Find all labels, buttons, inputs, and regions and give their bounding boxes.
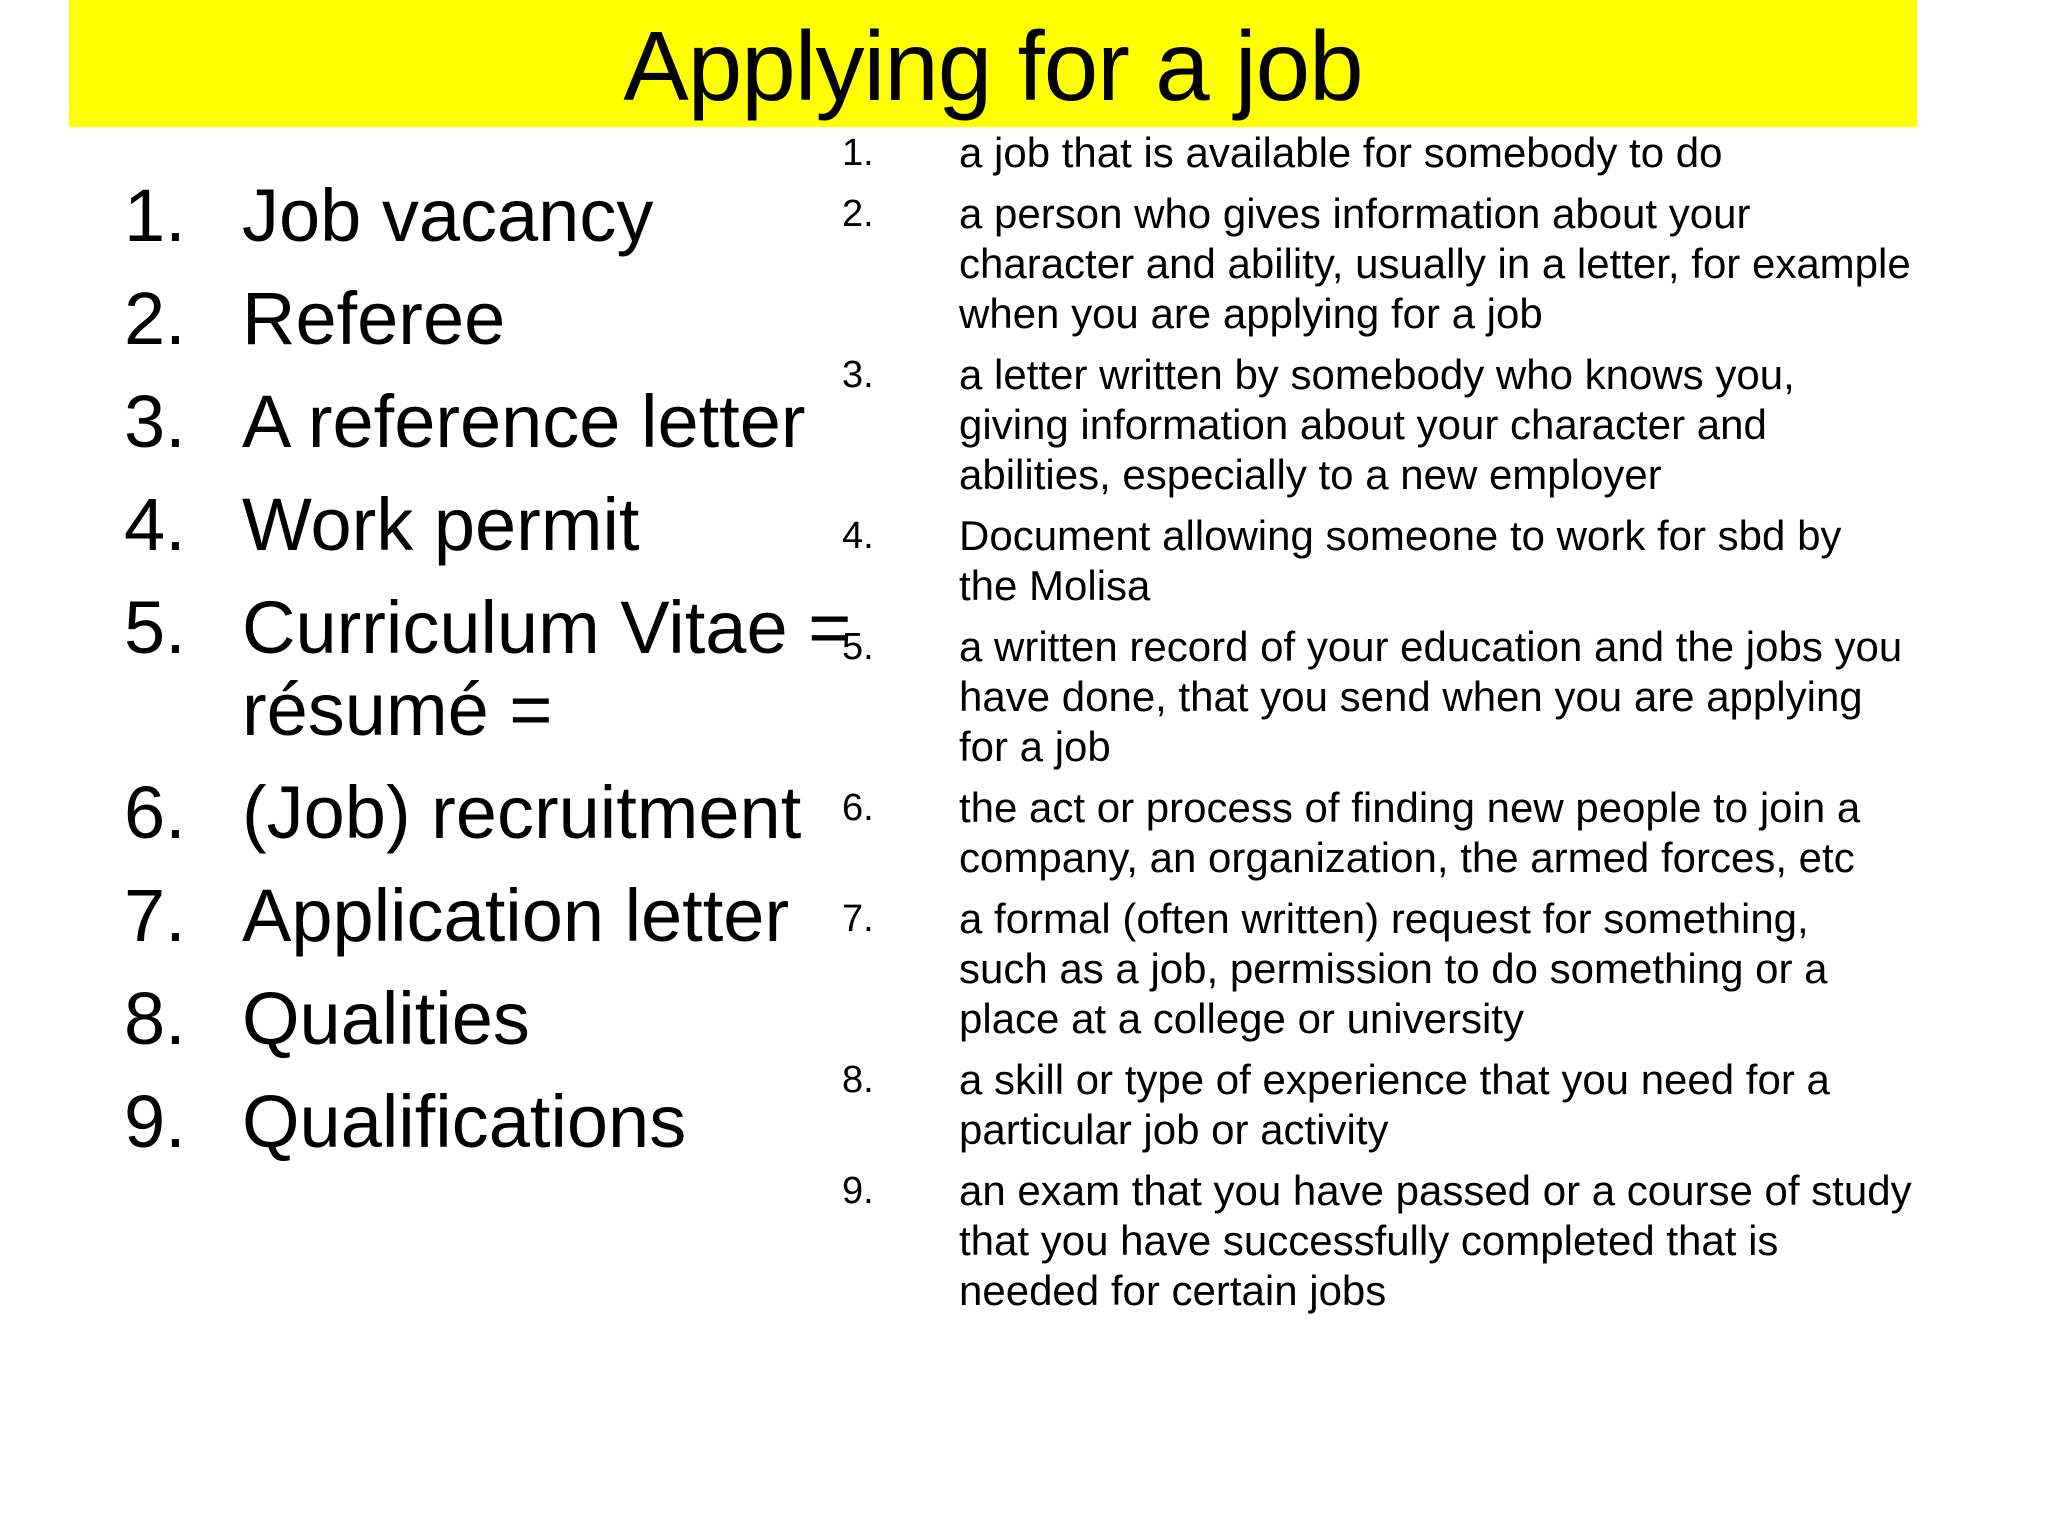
- slide-title: Applying for a job: [623, 10, 1363, 121]
- definition-text: an exam that you have passed or a course of study that you have successfully completed that is needed for certain jobs: [959, 1167, 1912, 1314]
- term-item: [124, 175, 904, 257]
- definition-text: a job that is available for somebody to do: [959, 129, 1723, 176]
- definition-number: 4.: [842, 515, 874, 557]
- definition-item: [842, 511, 2042, 611]
- definition-number: 5.: [842, 626, 874, 668]
- definition-item: [842, 894, 2042, 1044]
- term-number: 7.: [124, 874, 186, 957]
- term-text: (Job) recruitment: [242, 771, 802, 854]
- definition-text: a person who gives information about your character and ability, usually in a letter, for example when you are applying for a job: [959, 190, 1911, 337]
- definition-number: 6.: [842, 787, 874, 829]
- term-text: Application letter: [242, 874, 790, 957]
- term-item: [124, 978, 904, 1060]
- term-text: Referee: [242, 277, 506, 360]
- definition-item: [842, 189, 2042, 339]
- definition-item: [842, 128, 2042, 178]
- definition-text: a letter written by somebody who knows you, giving information about your character and abilities, especially to a new employer: [959, 351, 1795, 498]
- definitions-list: [842, 128, 2042, 1327]
- term-item: [124, 875, 904, 957]
- term-item: [124, 484, 904, 566]
- definition-text: Document allowing someone to work for sbd by the Molisa: [959, 512, 1842, 609]
- definition-item: [842, 622, 2042, 772]
- terms-list: [124, 175, 904, 1184]
- term-number: 2.: [124, 277, 186, 360]
- definition-text: a skill or type of experience that you need for a particular job or activity: [959, 1056, 1830, 1153]
- term-text: Qualifications: [242, 1080, 687, 1163]
- term-number: 3.: [124, 380, 186, 463]
- term-number: 5.: [124, 586, 186, 669]
- definition-item: [842, 783, 2042, 883]
- term-number: 8.: [124, 977, 186, 1060]
- definition-number: 7.: [842, 898, 874, 940]
- term-number: 4.: [124, 483, 186, 566]
- term-number: 9.: [124, 1080, 186, 1163]
- definition-text: the act or process of finding new people to join a company, an organization, the armed forces, etc: [959, 784, 1861, 881]
- definition-item: [842, 1166, 2042, 1316]
- term-item: [124, 1081, 904, 1163]
- term-text: Curriculum Vitae = résumé =: [242, 586, 852, 751]
- term-item: [124, 772, 904, 854]
- term-text: Qualities: [242, 977, 530, 1060]
- definition-item: [842, 1055, 2042, 1155]
- term-item: [124, 381, 904, 463]
- term-text: Work permit: [242, 483, 640, 566]
- definition-number: 9.: [842, 1170, 874, 1212]
- term-item: [124, 278, 904, 360]
- definition-text: a formal (often written) request for something, such as a job, permission to do something or a place at a college or university: [959, 895, 1828, 1042]
- title-bar: [69, 0, 1917, 127]
- term-number: 6.: [124, 771, 186, 854]
- term-item: [124, 587, 904, 751]
- definition-number: 3.: [842, 354, 874, 396]
- definition-item: [842, 350, 2042, 500]
- term-text: Job vacancy: [242, 174, 654, 257]
- definition-number: 2.: [842, 193, 874, 235]
- term-number: 1.: [124, 174, 186, 257]
- definition-number: 8.: [842, 1059, 874, 1101]
- term-text: A reference letter: [242, 380, 806, 463]
- definition-number: 1.: [842, 132, 874, 174]
- definition-text: a written record of your education and the jobs you have done, that you send when you are applying for a job: [959, 623, 1903, 770]
